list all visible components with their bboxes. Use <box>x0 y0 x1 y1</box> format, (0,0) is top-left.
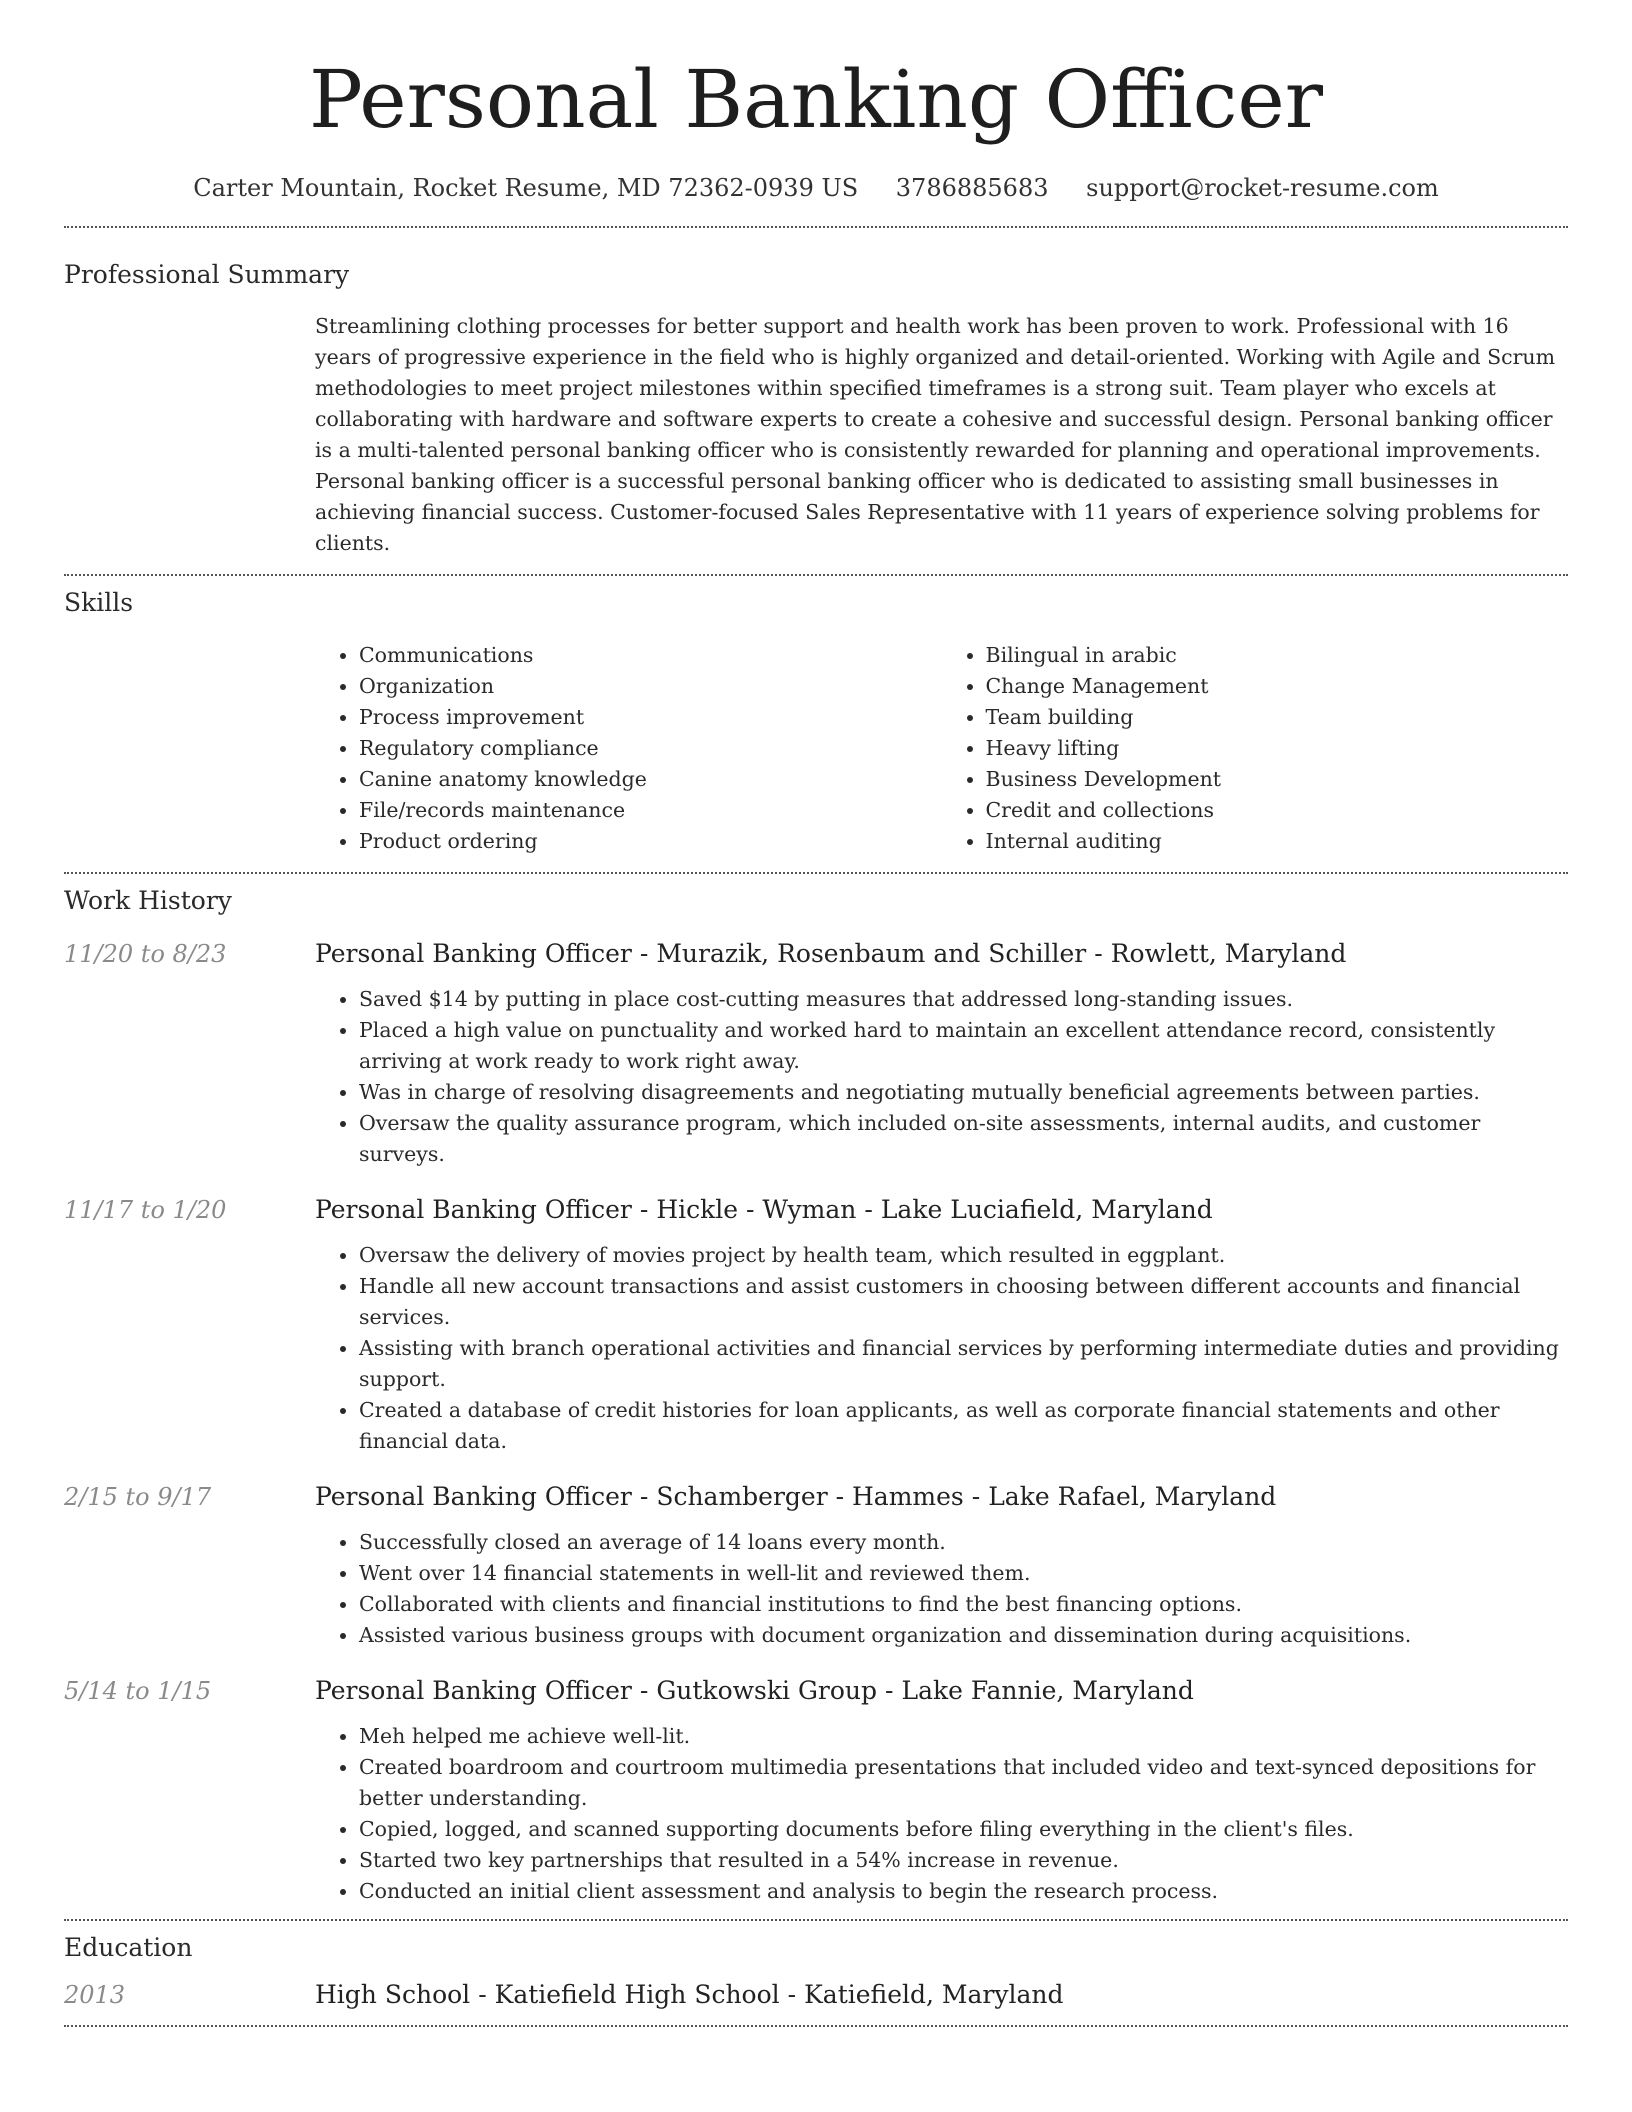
education-school: Katiefield High School <box>494 1980 780 2009</box>
job-dates: 11/17 to 1/20 <box>64 1196 227 1224</box>
job-location: Lake Luciafield, Maryland <box>880 1195 1213 1224</box>
job-bullet-list <box>315 1240 1568 1457</box>
job-location: Lake Fannie, Maryland <box>901 1676 1194 1705</box>
job-bullet: • Successfully closed an average of 14 loans every month. <box>359 1527 1568 1558</box>
job-bullet: • Created a database of credit histories for loan applicants, as well as corporate financial statements and other financial data. <box>359 1395 1568 1457</box>
job-separator: - <box>639 1676 649 1705</box>
education-title <box>315 1978 1063 2012</box>
job-bullet-list <box>315 1527 1568 1651</box>
skill-item: • File/records maintenance <box>359 795 942 826</box>
job-bullet-list <box>315 984 1568 1170</box>
job-header <box>64 937 1568 971</box>
contact-address: Carter Mountain, Rocket Resume, MD 72362-0939 US <box>193 174 859 202</box>
job-bullet: • Was in charge of resolving disagreements and negotiating mutually beneficial agreements between parties. <box>359 1077 1568 1108</box>
education-location: Katiefield, Maryland <box>804 1980 1064 2009</box>
work-history-list <box>64 937 1568 1907</box>
section-title-work: Work History <box>64 886 232 915</box>
job-role: Personal Banking Officer <box>315 1482 632 1511</box>
job-separator: - <box>1094 939 1103 968</box>
job-title <box>315 1674 1194 1708</box>
job-bullet: • Meh helped me achieve well-lit. <box>359 1721 1568 1752</box>
job-role: Personal Banking Officer <box>315 1195 632 1224</box>
education-entry <box>64 1978 1568 2012</box>
job-header <box>64 1480 1568 1514</box>
job-dates: 2/15 to 9/17 <box>64 1483 212 1511</box>
contact-phone: 3786885683 <box>895 174 1049 202</box>
skill-item: • Team building <box>986 702 1569 733</box>
skill-item: • Product ordering <box>359 826 942 857</box>
job-title <box>315 937 1346 971</box>
skill-item: • Credit and collections <box>986 795 1569 826</box>
contact-line <box>64 172 1568 204</box>
job-bullet: • Oversaw the delivery of movies project by health team, which resulted in eggplant. <box>359 1240 1568 1271</box>
job-role: Personal Banking Officer <box>315 939 632 968</box>
job-bullet: • Went over 14 financial statements in well-lit and reviewed them. <box>359 1558 1568 1589</box>
skill-item: • Heavy lifting <box>986 733 1569 764</box>
job-separator: - <box>639 939 649 968</box>
divider <box>64 872 1568 874</box>
skill-item: • Communications <box>359 640 942 671</box>
job-entry <box>64 937 1568 1170</box>
job-bullets <box>315 1240 1568 1457</box>
section-title-education: Education <box>64 1933 193 1962</box>
job-header <box>64 1193 1568 1227</box>
job-company: Hickle - Wyman <box>656 1195 857 1224</box>
job-separator: - <box>639 1195 649 1224</box>
skill-item: • Canine anatomy knowledge <box>359 764 942 795</box>
job-title <box>315 1480 1276 1514</box>
job-bullet-list <box>315 1721 1568 1907</box>
job-bullet: • Placed a high value on punctuality and worked hard to maintain an excellent attendance record, consistently arriving at work ready to work right away. <box>359 1015 1568 1077</box>
job-separator: - <box>971 1482 981 1511</box>
skill-item: • Bilingual in arabic <box>986 640 1569 671</box>
job-bullets <box>315 984 1568 1170</box>
skill-item: • Internal auditing <box>986 826 1569 857</box>
contact-email: support@rocket-resume.com <box>1086 174 1439 202</box>
job-bullet: • Assisted various business groups with document organization and dissemination during acquisitions. <box>359 1620 1568 1651</box>
job-entry <box>64 1674 1568 1907</box>
skill-item: • Regulatory compliance <box>359 733 942 764</box>
job-bullet: • Saved $14 by putting in place cost-cutting measures that addressed long-standing issues. <box>359 984 1568 1015</box>
education-list <box>64 1978 1568 2012</box>
job-role: Personal Banking Officer <box>315 1676 632 1705</box>
job-bullet: • Created boardroom and courtroom multimedia presentations that included video and text-synced depositions for better understanding. <box>359 1752 1568 1814</box>
job-bullet: • Oversaw the quality assurance program, which included on-site assessments, internal audits, and customer surveys. <box>359 1108 1568 1170</box>
section-title-skills: Skills <box>64 588 134 617</box>
education-degree: High School <box>315 1980 471 2009</box>
skill-item: • Business Development <box>986 764 1569 795</box>
education-year: 2013 <box>64 1981 126 2009</box>
job-header <box>64 1674 1568 1708</box>
job-location: Rowlett, Maryland <box>1110 939 1347 968</box>
job-separator: - <box>639 1482 649 1511</box>
job-entry <box>64 1193 1568 1457</box>
education-separator: - <box>478 1980 487 2009</box>
divider <box>64 2025 1568 2027</box>
job-separator: - <box>864 1195 873 1224</box>
job-bullet: • Conducted an initial client assessment and analysis to begin the research process. <box>359 1876 1568 1907</box>
divider <box>64 226 1568 228</box>
resume-page <box>64 0 1568 2027</box>
job-bullet: • Collaborated with clients and financial institutions to find the best financing options. <box>359 1589 1568 1620</box>
job-bullet: • Assisting with branch operational activities and financial services by performing intermediate duties and providing support. <box>359 1333 1568 1395</box>
skill-item: • Organization <box>359 671 942 702</box>
skill-item: • Change Management <box>986 671 1569 702</box>
job-company: Schamberger - Hammes <box>656 1482 964 1511</box>
skills-grid <box>315 640 1568 857</box>
job-company: Murazik, Rosenbaum and Schiller <box>656 939 1087 968</box>
job-location: Lake Rafael, Maryland <box>988 1482 1277 1511</box>
job-bullet: • Started two key partnerships that resulted in a 54% increase in revenue. <box>359 1845 1568 1876</box>
job-company: Gutkowski Group <box>656 1676 878 1705</box>
job-entry <box>64 1480 1568 1651</box>
job-bullets <box>315 1721 1568 1907</box>
job-dates: 5/14 to 1/15 <box>64 1677 212 1705</box>
skills-list-left <box>315 640 942 857</box>
education-separator: - <box>787 1980 797 2009</box>
skills-list-right <box>942 640 1569 857</box>
job-dates: 11/20 to 8/23 <box>64 940 227 968</box>
resume-name: Personal Banking Officer <box>309 53 1323 146</box>
job-bullet: • Handle all new account transactions and assist customers in choosing between different accounts and financial services. <box>359 1271 1568 1333</box>
summary-text: Streamlining clothing processes for better support and health work has been proven to work. Professional with 16 years of progressive experience in the field who is highly organized and detail-oriented. Working with Agile and Scrum methodologies to meet project milestones within specified timeframes is a strong suit. Team player who excels at collaborating with hardware and software experts to create a cohesive and successful design. Personal banking officer is a multi-talented personal banking officer who is consistently rewarded for planning and operational improvements. Personal banking officer is a successful personal banking officer who is dedicated to assisting small businesses in achieving financial success. Customer-focused Sales Representative with 11 years of experience solving problems for clients. <box>315 314 1556 555</box>
job-title <box>315 1193 1213 1227</box>
divider <box>64 574 1568 576</box>
skill-item: • Process improvement <box>359 702 942 733</box>
divider <box>64 1919 1568 1921</box>
job-separator: - <box>885 1676 894 1705</box>
section-title-summary: Professional Summary <box>64 260 350 289</box>
job-bullets <box>315 1527 1568 1651</box>
job-bullet: • Copied, logged, and scanned supporting documents before filing everything in the client's files. <box>359 1814 1568 1845</box>
